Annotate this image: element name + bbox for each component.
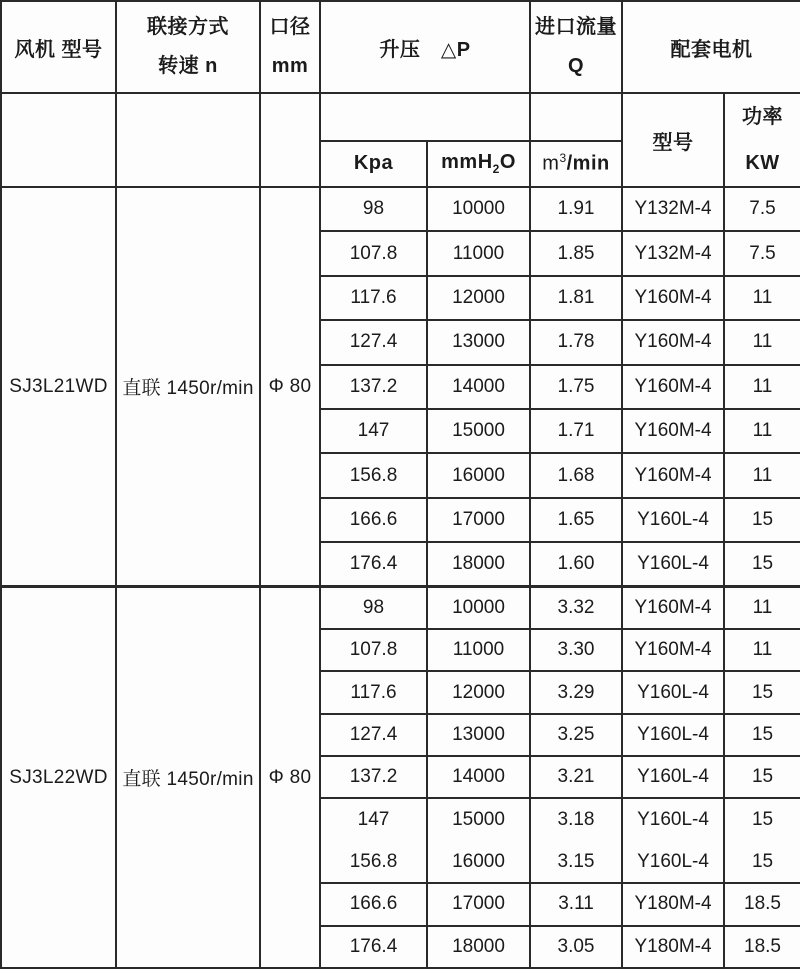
data-cell: 14000: [427, 365, 530, 409]
data-cell: 7.5: [724, 187, 800, 231]
data-cell: 17000: [427, 498, 530, 542]
data-cell: 11000: [427, 629, 530, 671]
data-cell: Y160M-4: [622, 365, 724, 409]
header-inlet-flow: [530, 1, 622, 93]
data-cell: 18000: [427, 542, 530, 586]
data-cell: 13000: [427, 320, 530, 364]
data-cell: 1.71: [530, 409, 622, 453]
data-cell: 10000: [427, 187, 530, 231]
data-cell: 1.91: [530, 187, 622, 231]
section-sj3l22wd: [1, 587, 800, 968]
data-cell: Y160L-4: [622, 498, 724, 542]
data-cell: 17000: [427, 883, 530, 925]
section-sj3l21wd: [1, 187, 800, 587]
data-cell: 1.78: [530, 320, 622, 364]
data-cell: 137.2: [320, 365, 427, 409]
data-cell: 147: [320, 798, 427, 840]
data-cell: 3.18: [530, 798, 622, 840]
fan-model-cell: SJ3L21WD: [1, 187, 116, 587]
data-cell: 147: [320, 409, 427, 453]
fan-model-cell: SJ3L22WD: [1, 587, 116, 968]
data-cell: 156.8: [320, 841, 427, 883]
data-cell: 107.8: [320, 629, 427, 671]
data-cell: 3.30: [530, 629, 622, 671]
data-cell: Y160M-4: [622, 453, 724, 497]
header-motor-model: 型号: [622, 93, 724, 187]
table-row: [1, 587, 800, 629]
data-cell: 11: [724, 276, 800, 320]
header-pressure-rise: 升压 △P: [320, 1, 530, 93]
connection-speed-cell: 直联 1450r/min: [116, 187, 260, 587]
data-cell: Y160L-4: [622, 798, 724, 840]
empty-strip-flow: [530, 93, 622, 141]
header-motor-power: [724, 93, 800, 187]
data-cell: 11: [724, 320, 800, 364]
data-cell: 1.60: [530, 542, 622, 586]
data-cell: Y160L-4: [622, 671, 724, 713]
data-cell: Y180M-4: [622, 926, 724, 968]
header-diameter-unit-line: mm: [271, 55, 309, 77]
empty-cell-connection: [116, 93, 260, 187]
data-cell: 15: [724, 714, 800, 756]
data-cell: Y160L-4: [622, 841, 724, 883]
data-cell: 3.15: [530, 841, 622, 883]
data-cell: Y160M-4: [622, 409, 724, 453]
mmh2o-subscript: 2: [492, 162, 500, 177]
data-cell: 176.4: [320, 926, 427, 968]
data-cell: 176.4: [320, 542, 427, 586]
diameter-cell: Φ 80: [260, 587, 320, 968]
empty-cell-fan-model: [1, 93, 116, 187]
data-cell: Y132M-4: [622, 231, 724, 275]
data-cell: 3.05: [530, 926, 622, 968]
header-unit-kpa: Kpa: [320, 141, 427, 187]
header-power-line: 功率: [742, 106, 784, 128]
empty-cell-diameter: [260, 93, 320, 187]
data-cell: 15: [724, 756, 800, 798]
table-row: [1, 187, 800, 231]
data-cell: 137.2: [320, 756, 427, 798]
data-cell: 12000: [427, 671, 530, 713]
header-flow-symbol-line: Q: [567, 55, 585, 77]
data-cell: Y160L-4: [622, 756, 724, 798]
data-cell: 16000: [427, 453, 530, 497]
data-cell: 1.75: [530, 365, 622, 409]
data-cell: 10000: [427, 587, 530, 629]
header-diameter: [260, 1, 320, 93]
data-cell: 15: [724, 841, 800, 883]
data-cell: 11: [724, 453, 800, 497]
data-cell: 11000: [427, 231, 530, 275]
m3min-superscript: 3: [559, 151, 567, 166]
data-cell: 3.29: [530, 671, 622, 713]
data-cell: Y160M-4: [622, 629, 724, 671]
data-cell: 3.25: [530, 714, 622, 756]
data-cell: 18000: [427, 926, 530, 968]
data-cell: 1.65: [530, 498, 622, 542]
data-cell: 98: [320, 587, 427, 629]
data-cell: 156.8: [320, 453, 427, 497]
data-cell: 11: [724, 365, 800, 409]
connection-speed-cell: 直联 1450r/min: [116, 587, 260, 968]
header-connection-line: 联接方式: [147, 16, 229, 38]
header-power-unit-line: KW: [745, 152, 780, 174]
data-cell: 15: [724, 798, 800, 840]
table-header: [1, 1, 800, 187]
data-cell: 15: [724, 498, 800, 542]
data-cell: 127.4: [320, 320, 427, 364]
data-cell: 3.11: [530, 883, 622, 925]
data-cell: 11: [724, 409, 800, 453]
data-cell: 1.81: [530, 276, 622, 320]
data-cell: 15000: [427, 798, 530, 840]
data-cell: 11: [724, 629, 800, 671]
data-cell: 98: [320, 187, 427, 231]
data-cell: 166.6: [320, 883, 427, 925]
data-cell: Y160M-4: [622, 276, 724, 320]
data-cell: 3.32: [530, 587, 622, 629]
data-cell: 16000: [427, 841, 530, 883]
m3min-pre: m: [542, 153, 560, 176]
data-cell: 117.6: [320, 276, 427, 320]
data-cell: 11: [724, 587, 800, 629]
data-cell: 166.6: [320, 498, 427, 542]
data-cell: 13000: [427, 714, 530, 756]
diameter-cell: Φ 80: [260, 187, 320, 587]
data-cell: 1.68: [530, 453, 622, 497]
data-cell: 1.85: [530, 231, 622, 275]
data-cell: Y180M-4: [622, 883, 724, 925]
data-cell: 15: [724, 671, 800, 713]
data-cell: 18.5: [724, 883, 800, 925]
header-matched-motor: 配套电机: [622, 1, 800, 93]
data-cell: 18.5: [724, 926, 800, 968]
m3min-post: /min: [566, 153, 610, 176]
header-unit-m3min: [530, 141, 622, 187]
mmh2o-post: O: [499, 151, 516, 174]
data-cell: Y160L-4: [622, 542, 724, 586]
data-cell: 15000: [427, 409, 530, 453]
data-cell: 12000: [427, 276, 530, 320]
data-cell: 7.5: [724, 231, 800, 275]
header-connection-speed: [116, 1, 260, 93]
data-cell: Y160L-4: [622, 714, 724, 756]
data-cell: 3.21: [530, 756, 622, 798]
data-cell: Y160M-4: [622, 587, 724, 629]
header-flow-line: 进口流量: [535, 16, 618, 38]
empty-strip-pressure: [320, 93, 530, 141]
data-cell: 127.4: [320, 714, 427, 756]
header-speed-line: 转速 n: [158, 55, 218, 77]
header-unit-mmh2o: [427, 141, 530, 187]
data-cell: 117.6: [320, 671, 427, 713]
mmh2o-pre: mmH: [441, 151, 493, 174]
data-cell: 15: [724, 542, 800, 586]
header-diameter-line: 口径: [269, 16, 311, 38]
data-cell: Y160M-4: [622, 320, 724, 364]
data-cell: 14000: [427, 756, 530, 798]
data-cell: 107.8: [320, 231, 427, 275]
data-cell: Y132M-4: [622, 187, 724, 231]
header-fan-model: 风机 型号: [1, 1, 116, 93]
